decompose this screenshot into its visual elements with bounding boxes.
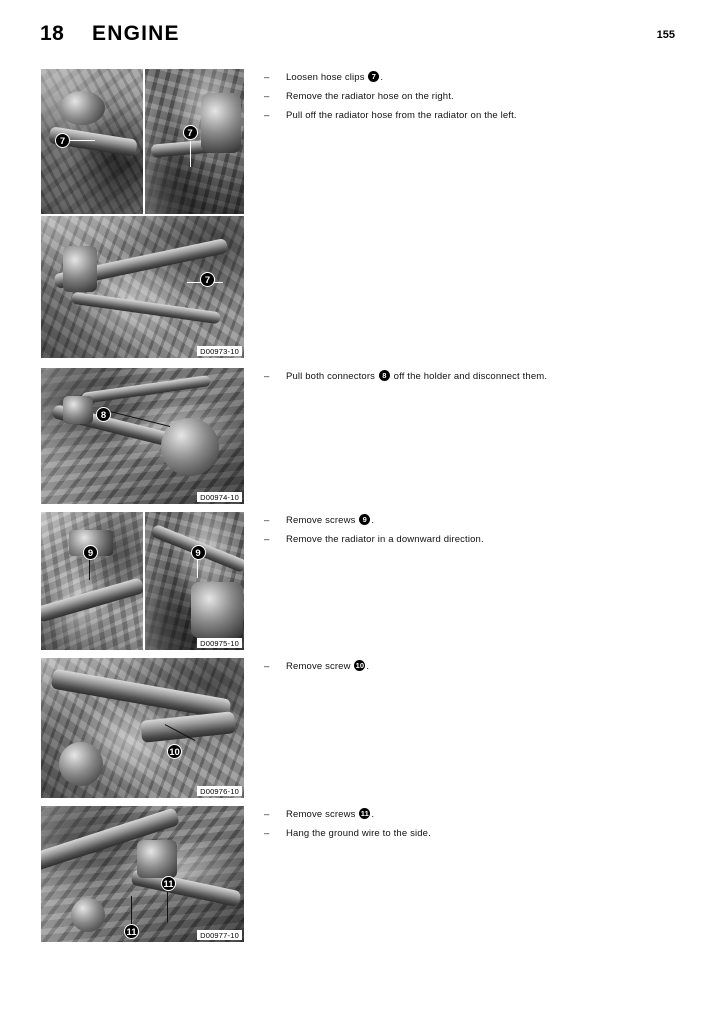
image-code-label: D00974-10 [197,492,242,502]
leader-line [69,140,95,141]
list-item [264,530,675,549]
instruction-column-3 [264,511,675,549]
instruction-column-5 [264,805,675,843]
callout-10: 10 [167,744,182,759]
callout-7: 7 [183,125,198,140]
bullet-dash: – [264,828,270,839]
bullet-dash: – [264,110,270,121]
ground-point [71,898,105,932]
figure-1a-left [41,69,143,214]
bullet-dash: – [264,809,270,820]
step-block-2 [40,367,675,507]
figure-3-right [143,512,245,650]
inline-callout-10: 10 [355,661,365,670]
image-code-label: D00975-10 [197,638,242,648]
leader-line [190,141,191,167]
leader-line [197,558,198,578]
inline-callout-11: 11 [360,809,369,818]
instruction-text-tail: . [380,72,384,83]
figure-1a [40,68,245,215]
list-item [264,805,675,824]
figure-1a-right [143,69,245,214]
leader-line [131,896,132,926]
leader-line [89,558,90,580]
instruction-column-4 [264,657,675,676]
bullet-dash: – [264,72,270,83]
pivot-boss [59,742,103,786]
page-number: 155 [656,29,675,41]
callout-11: 11 [124,924,139,939]
list-item [264,657,675,676]
image-code-label: D00973-10 [197,346,242,356]
leader-line [167,892,168,922]
bullet-dash: – [264,661,270,672]
step-block-3 [40,511,675,653]
instruction-list-3 [264,511,675,549]
reservoir [201,93,241,153]
inline-callout-9: 9 [359,514,370,525]
inline-callout-7: 7 [368,71,379,82]
figure-column-4 [40,657,245,799]
chapter-number: 18 [40,22,65,45]
instruction-text-tail: . [366,661,370,672]
document-content [40,68,675,949]
bracket [63,246,97,292]
connector-holder [63,396,93,424]
callout-8: 8 [96,407,111,422]
image-code-label: D00977-10 [197,930,242,940]
engine-cover [59,91,105,125]
figure-4 [40,657,245,799]
radiator [191,582,243,638]
step-block-4 [40,657,675,801]
list-item [264,511,675,530]
instruction-text-tail: . [371,515,375,526]
figure-1b [40,215,245,359]
instruction-list-5 [264,805,675,843]
instruction-column-2 [264,367,675,386]
instruction-text: Remove screw [286,661,354,672]
bullet-dash: – [264,371,270,382]
callout-11: 11 [161,876,176,891]
figure-column-2 [40,367,245,505]
figure-3-left [41,512,143,650]
bullet-dash: – [264,515,270,526]
instruction-text: Pull both connectors [286,371,378,382]
step-block-1 [40,68,675,363]
instruction-list-4 [264,657,675,676]
list-item [264,824,675,843]
step-block-5 [40,805,675,945]
instruction-text: Loosen hose clips [286,72,368,83]
figure-5 [40,805,245,943]
instruction-text: Remove screws [286,809,359,820]
figure-column-3 [40,511,245,651]
figure-2 [40,367,245,505]
inline-callout-8: 8 [379,370,390,381]
image-code-label: D00976-10 [197,786,242,796]
instruction-text: Hang the ground wire to the side. [286,828,431,839]
callout-9: 9 [191,545,206,560]
list-item [264,367,675,386]
instruction-text-tail: . [371,809,375,820]
page-header [40,22,675,54]
list-item [264,106,675,125]
callout-9: 9 [83,545,98,560]
callout-7: 7 [55,133,70,148]
instruction-text: Remove the radiator hose on the right. [286,91,454,102]
instruction-text: Remove the radiator in a downward direction. [286,534,484,545]
instruction-column-1 [264,68,675,125]
figure-3 [40,511,245,651]
figure-column-1 [40,68,245,359]
list-item [264,68,675,87]
bullet-dash: – [264,91,270,102]
instruction-text: Pull off the radiator hose from the radiator on the left. [286,110,517,121]
instruction-list-1 [264,68,675,125]
instruction-list-2 [264,367,675,386]
engine-case [137,840,177,878]
instruction-text: Remove screws [286,515,359,526]
callout-7: 7 [200,272,215,287]
list-item [264,87,675,106]
instruction-text-tail: off the holder and disconnect them. [390,371,548,382]
page-title: ENGINE [92,22,180,45]
figure-column-5 [40,805,245,943]
bullet-dash: – [264,534,270,545]
